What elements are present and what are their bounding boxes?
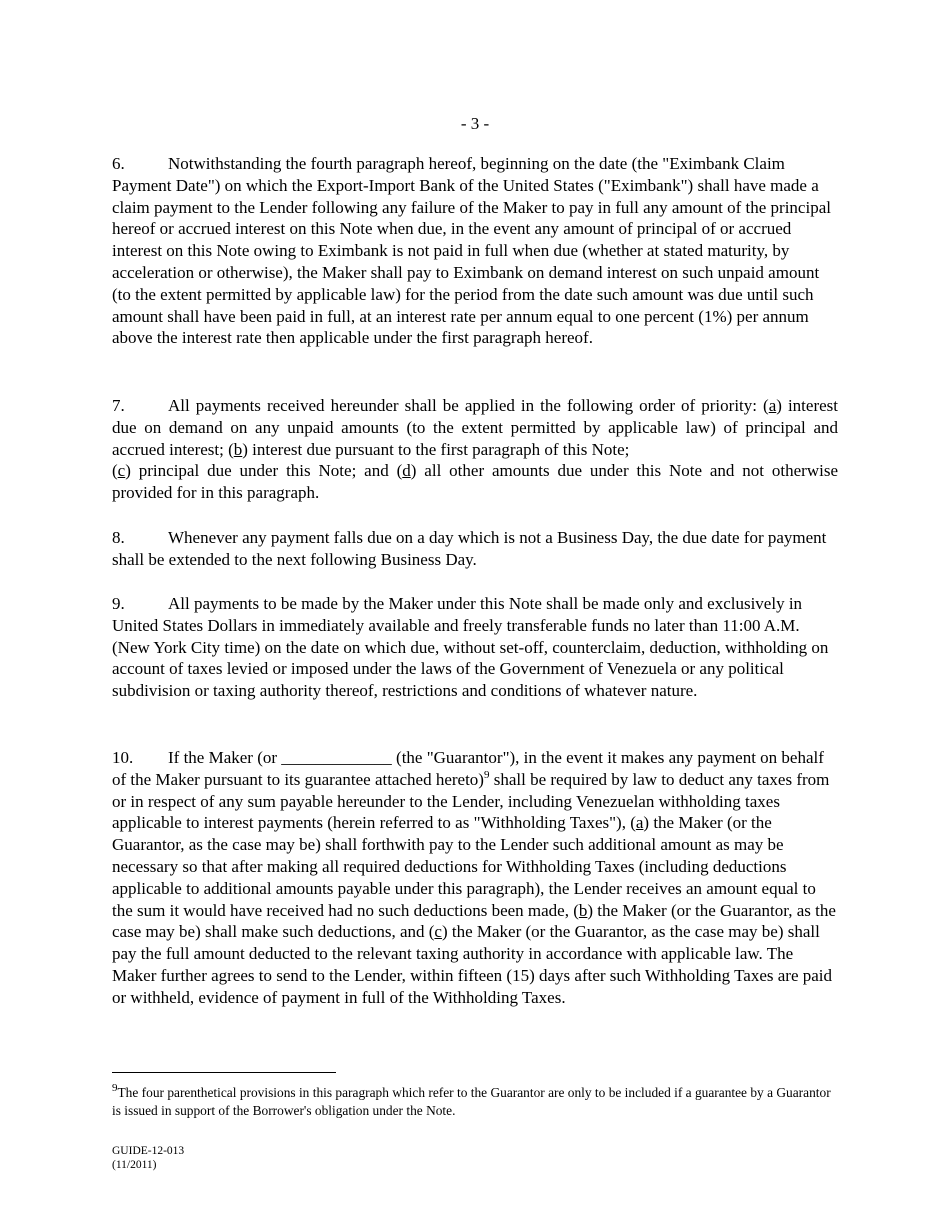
clause-c: c [117,461,126,481]
paragraph-text: ) interest due on demand on any unpaid amounts (to the extent permitted by applicable law) of principal and accrued interest; ( [112,396,838,459]
clause-a: a [768,396,777,415]
footnote-marker: 9 [112,1082,118,1094]
clause-b: b [578,900,588,920]
paragraph-text: ( [112,461,118,481]
document-code: GUIDE-12-013 [112,1145,185,1157]
clause-a: a [635,813,644,833]
paragraph-10 [112,747,838,1009]
paragraph-7 [112,395,838,504]
document-footer [112,1144,184,1172]
footnote [112,1084,838,1120]
clause-c: c [434,922,442,942]
paragraph-text: If the Maker (or _____________ (the "Guarantor"), in the event it makes any payment on behalf of the Maker pursuant to its guarantee attached hereto) [112,748,824,789]
footnote-divider [112,1072,336,1073]
paragraph-text: ) the Maker (or the Guarantor, as the case may be) shall make such deductions, and ( [112,900,836,942]
page-number: - 3 - [460,114,490,133]
clause-d: d [402,461,411,481]
paragraph-text: All payments to be made by the Maker under this Note shall be made only and exclusively in United States Dollars in immediately available and freely transferable funds no later than 11:00 A.M. (New York City time) on the date on which due, without set-off, counterclaim, deduction, withholding on account of taxes levied or imposed under the laws of the Government of Venezuela or any political subdivision or taxing authority thereof, restrictions and conditions of whatever nature. [112,594,829,701]
paragraph-text: ) the Maker (or the Guarantor, as the case may be) shall pay the full amount deducted to the relevant taxing authority in accordance with applicable law. The Maker further agrees to send to the Lender, within fifteen (15) days after such Withholding Taxes are paid or withheld, evidence of payment in full of the Withholding Taxes. [112,922,833,1007]
footnote-text: The four parenthetical provisions in this paragraph which refer to the Guarantor are only to be included if a guarantee by a Guarantor is issued in support of the Borrower's obligation under the Note. [112,1085,831,1118]
paragraph-text: ) principal due under this Note; and ( [125,461,403,481]
clause-b: b [233,439,243,459]
footnote-reference[interactable]: 9 [483,768,490,781]
paragraph-number: 9. [112,594,125,613]
paragraph-6 [112,153,838,349]
paragraph-8 [112,527,838,571]
paragraph-number: 8. [112,528,125,547]
paragraph-text: Whenever any payment falls due on a day which is not a Business Day, the due date for payment shall be extended to the next following Business Day. [112,528,827,569]
document-date: (11/2011) [112,1159,157,1172]
paragraph-number: 7. [112,396,125,415]
paragraph-number: 6. [112,154,125,173]
paragraph-text: ) interest due pursuant to the first paragraph of this Note; [242,439,630,459]
paragraph-text: Notwithstanding the fourth paragraph hereof, beginning on the date (the "Eximbank Claim Payment Date") on which the Export-Import Bank of the United States ("Eximbank") shall have made a claim payment to the Lender following any failure of the Maker to pay in full any amount of the principal hereof or accrued interest on this Note when due, in the event any amount of principal of or accrued interest on this Note owing to Eximbank is not paid in full when due (whether at stated maturity, by acceleration or otherwise), the Maker shall pay to Eximbank on demand interest on such unpaid amount (to the extent permitted by applicable law) for the period from the date such amount was due until such amount shall have been paid in full, at an interest rate per annum equal to one percent (1%) per annum above the interest rate then applicable under the first paragraph hereof. [112,154,831,348]
paragraph-number: 10. [112,748,134,767]
paragraph-text: ) all other amounts due under this Note and not otherwise provided for in this paragraph. [112,461,838,503]
paragraph-text: All payments received hereunder shall be applied in the following order of priority: ( [168,396,769,415]
paragraph-text: ) the Maker (or the Guarantor, as the case may be) shall forthwith pay to the Lender such additional amount as may be necessary so that after making all required deductions for Withholding Taxes (including deductions applicable to additional amounts payable under this paragraph), the Lender receives an amount equal to the sum it would have received had no such deductions been made, ( [112,813,816,920]
paragraph-9 [112,593,838,702]
paragraph-text: shall be required by law to deduct any taxes from or in respect of any sum payable hereunder to the Lender, including Venezuelan withholding taxes applicable to interest payments (herein referred to as "Withholding Taxes"), ( [112,769,830,833]
